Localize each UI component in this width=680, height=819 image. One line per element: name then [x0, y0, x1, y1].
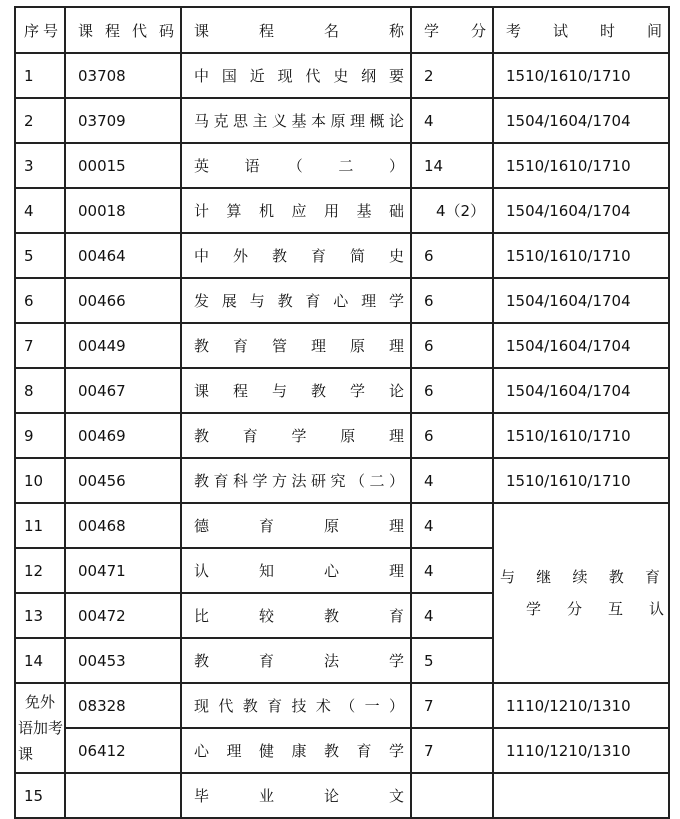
table-row	[15, 728, 669, 773]
cell-time: 1510/1610/1710	[493, 143, 669, 188]
cell-code: 00456	[65, 458, 181, 503]
header-code: 课程代码	[65, 7, 181, 53]
cell-name: 教育科学方法研究（二）	[181, 458, 411, 503]
exempt-label-line1: 免外	[24, 693, 55, 711]
exempt-label	[15, 683, 65, 773]
merged-time-note	[493, 503, 669, 683]
cell-code: 00469	[65, 413, 181, 458]
cell-code: 08328	[65, 683, 181, 728]
cell-credit: 14	[411, 143, 493, 188]
cell-credit: 4（2）	[411, 188, 493, 233]
cell-name: 比 较 教 育	[181, 593, 411, 638]
table-row	[15, 98, 669, 143]
table-row	[15, 683, 669, 728]
cell-credit: 6	[411, 233, 493, 278]
cell-name: 毕 业 论 文	[181, 773, 411, 818]
cell-name: 中外教育简史	[181, 233, 411, 278]
cell-idx: 13	[15, 593, 65, 638]
cell-name: 发展与教育心理学	[181, 278, 411, 323]
cell-idx: 10	[15, 458, 65, 503]
cell-time	[493, 773, 669, 818]
table-row	[15, 143, 669, 188]
cell-idx: 3	[15, 143, 65, 188]
cell-credit: 6	[411, 278, 493, 323]
cell-name: 教 育 法 学	[181, 638, 411, 683]
cell-idx: 5	[15, 233, 65, 278]
cell-credit: 4	[411, 593, 493, 638]
cell-credit: 4	[411, 548, 493, 593]
cell-idx: 4	[15, 188, 65, 233]
table-row	[15, 368, 669, 413]
cell-time: 1504/1604/1704	[493, 188, 669, 233]
cell-code: 03708	[65, 53, 181, 98]
cell-idx: 12	[15, 548, 65, 593]
table-row	[15, 458, 669, 503]
table-row	[15, 278, 669, 323]
cell-time: 1504/1604/1704	[493, 323, 669, 368]
header-name: 课 程 名 称	[181, 7, 411, 53]
cell-credit: 2	[411, 53, 493, 98]
cell-time: 1504/1604/1704	[493, 368, 669, 413]
header-row	[15, 7, 669, 53]
table-row	[15, 413, 669, 458]
cell-credit: 7	[411, 728, 493, 773]
cell-time: 1510/1610/1710	[493, 233, 669, 278]
cell-credit: 4	[411, 503, 493, 548]
table-row	[15, 188, 669, 233]
cell-name: 英 语 （ 二 ）	[181, 143, 411, 188]
exempt-label-line2: 语加考	[18, 719, 64, 737]
cell-time: 1110/1210/1310	[493, 728, 669, 773]
merged-note-line1: 与继续教育	[500, 568, 660, 586]
course-schedule-table	[14, 6, 670, 819]
cell-time: 1110/1210/1310	[493, 683, 669, 728]
cell-name: 马克思主义基本原理概论	[181, 98, 411, 143]
cell-credit	[411, 773, 493, 818]
cell-idx: 6	[15, 278, 65, 323]
merged-note-line2: 学分互认	[526, 600, 664, 618]
cell-code	[65, 773, 181, 818]
cell-name: 心理健康教育学	[181, 728, 411, 773]
cell-name: 现代教育技术（一）	[181, 683, 411, 728]
cell-name: 中国近现代史纲要	[181, 53, 411, 98]
cell-time: 1510/1610/1710	[493, 458, 669, 503]
cell-time: 1510/1610/1710	[493, 413, 669, 458]
cell-name: 德 育 原 理	[181, 503, 411, 548]
cell-code: 03709	[65, 98, 181, 143]
table-row	[15, 503, 669, 548]
cell-idx: 11	[15, 503, 65, 548]
cell-credit: 4	[411, 458, 493, 503]
cell-code: 00453	[65, 638, 181, 683]
cell-credit: 4	[411, 98, 493, 143]
cell-credit: 5	[411, 638, 493, 683]
table-row	[15, 233, 669, 278]
cell-code: 00464	[65, 233, 181, 278]
table-row	[15, 773, 669, 818]
cell-time: 1504/1604/1704	[493, 278, 669, 323]
cell-idx: 14	[15, 638, 65, 683]
cell-credit: 6	[411, 368, 493, 413]
cell-code: 00468	[65, 503, 181, 548]
cell-name: 教育学原理	[181, 413, 411, 458]
cell-idx: 2	[15, 98, 65, 143]
header-time: 考 试 时 间	[493, 7, 669, 53]
cell-code: 00015	[65, 143, 181, 188]
cell-code: 00472	[65, 593, 181, 638]
cell-code: 00467	[65, 368, 181, 413]
cell-name: 认 知 心 理	[181, 548, 411, 593]
exempt-label-line3: 课	[18, 745, 34, 763]
cell-code: 06412	[65, 728, 181, 773]
cell-name: 课程与教学论	[181, 368, 411, 413]
cell-idx: 15	[15, 773, 65, 818]
cell-name: 教育管理原理	[181, 323, 411, 368]
cell-time: 1504/1604/1704	[493, 98, 669, 143]
cell-idx: 8	[15, 368, 65, 413]
cell-credit: 7	[411, 683, 493, 728]
cell-idx: 1	[15, 53, 65, 98]
cell-code: 00449	[65, 323, 181, 368]
header-idx: 序号	[15, 7, 65, 53]
cell-credit: 6	[411, 413, 493, 458]
cell-name: 计算机应用基础	[181, 188, 411, 233]
cell-code: 00466	[65, 278, 181, 323]
header-credit: 学 分	[411, 7, 493, 53]
cell-idx: 7	[15, 323, 65, 368]
table-row	[15, 323, 669, 368]
cell-code: 00471	[65, 548, 181, 593]
table-row	[15, 53, 669, 98]
cell-code: 00018	[65, 188, 181, 233]
cell-time: 1510/1610/1710	[493, 53, 669, 98]
cell-idx: 9	[15, 413, 65, 458]
cell-credit: 6	[411, 323, 493, 368]
